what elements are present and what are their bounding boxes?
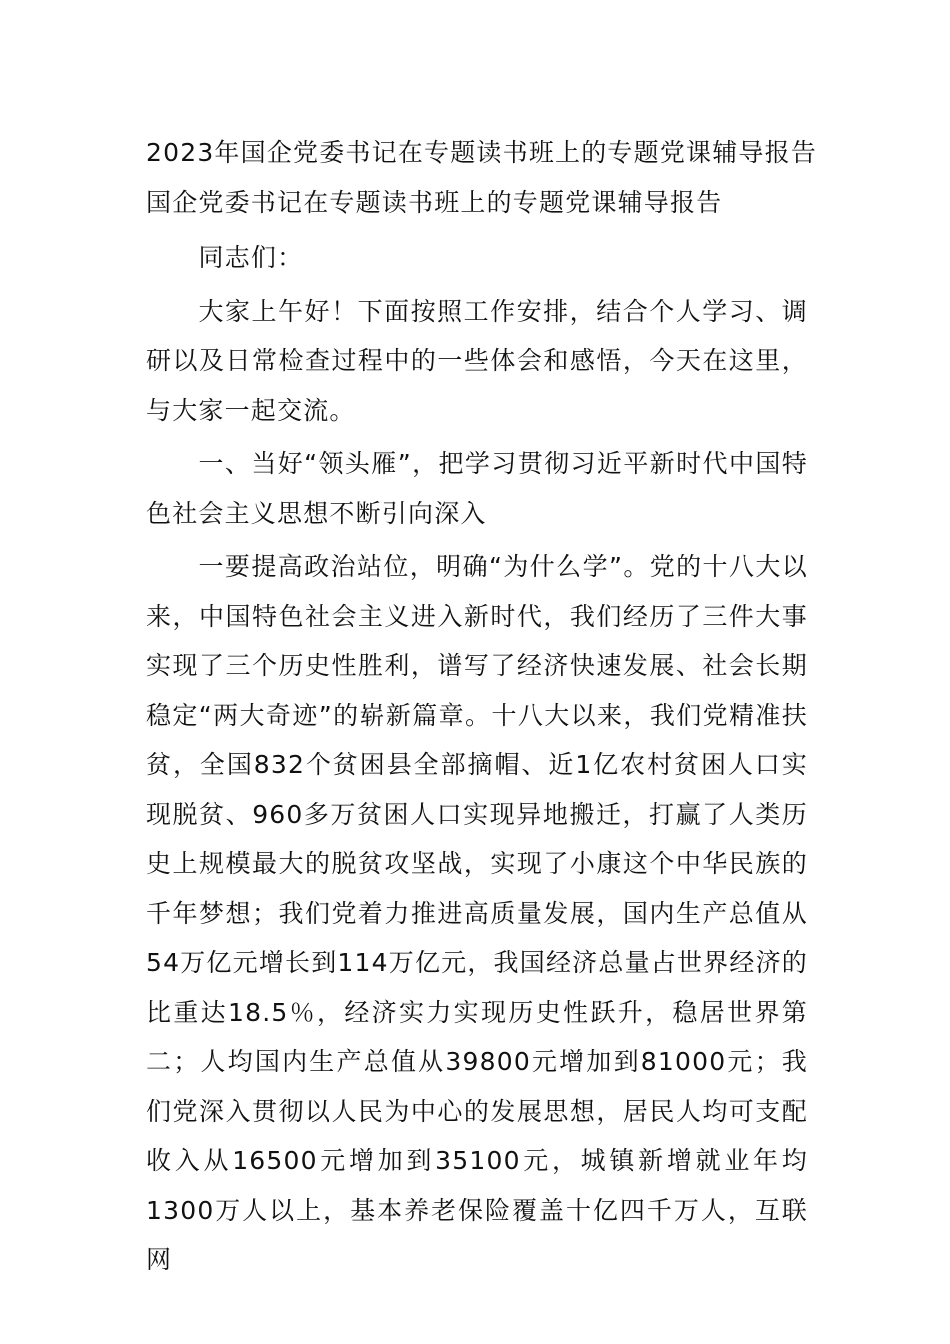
paragraph-body-1: 一要提高政治站位，明确“为什么学”。党的十八大以来，中国特色社会主义进入新时代，我们经历了三件大事实现了三个历史性胜利，谱写了经济快速发展、社会长期稳定“两大奇迹”的崭新篇章。十八大以来，我们党精准扶贫，全国832个贫困县全部摘帽、近1亿农村贫困人口实现脱贫、960多万贫困人口实现异地搬迁，打赢了人类历史上规模最大的脱贫攻坚战，实现了小康这个中华民族的千年梦想；我们党着力推进高质量发展，国内生产总值从54万亿元增长到114万亿元，我国经济总量占世界经济的比重达18.5％，经济实力实现历史性跃升，稳居世界第二；人均国内生产总值从39800元增加到81000元；我们党深入贯彻以人民为中心的发展思想，居民人均可支配收入从16500元增加到35100元，城镇新增就业年均1300万人以上，基本养老保险覆盖十亿四千万人，互联网: [146, 552, 808, 1274]
document-title: 2023年国企党委书记在专题读书班上的专题党课辅导报告: [146, 138, 818, 167]
salutation: 同志们：: [198, 243, 304, 272]
document-subtitle: 国企党委书记在专题读书班上的专题党课辅导报告: [146, 187, 723, 217]
section-heading-1: 一、当好“领头雁”，把学习贯彻习近平新时代中国特色社会主义思想不断引向深入: [146, 449, 808, 528]
paragraph-greeting: 大家上午好！下面按照工作安排，结合个人学习、调研以及日常检查过程中的一些体会和感悟，今天在这里，与大家一起交流。: [146, 296, 808, 425]
document-body: [146, 128, 818, 1289]
